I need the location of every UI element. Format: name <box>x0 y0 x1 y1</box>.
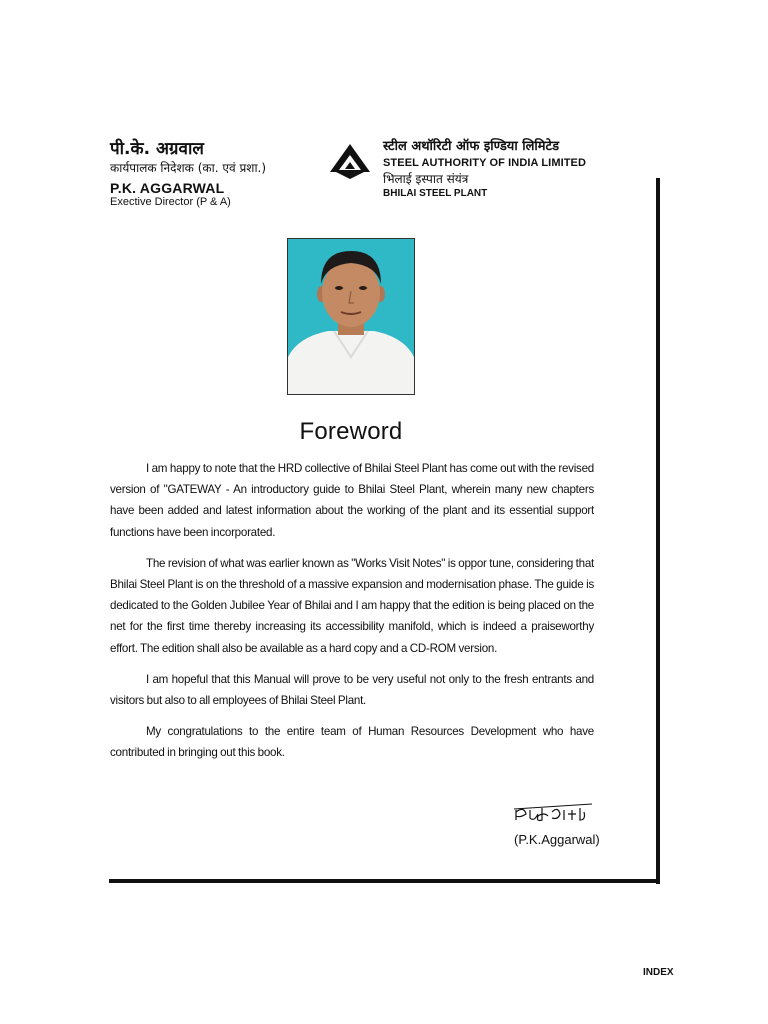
signatory-name: (P.K.Aggarwal) <box>514 832 600 847</box>
sail-logo-icon <box>328 142 372 180</box>
page-title: Foreword <box>299 418 403 445</box>
handwritten-signature <box>512 800 612 830</box>
company-name-hindi: स्टील अथॉरिटी ऑफ इण्डिया लिमिटेड <box>383 139 560 154</box>
plant-name-hindi: भिलाई इस्पात संयंत्र <box>383 172 469 186</box>
portrait-illustration <box>288 239 414 394</box>
paragraph-3: I am hopeful that this Manual will prove to be very useful not only to the fresh entrants and visitors but also to all employees of Bhilai Steel Plant. <box>110 672 594 708</box>
frame-right-rule <box>656 178 660 884</box>
plant-name: BHILAI STEEL PLANT <box>383 188 488 199</box>
frame-bottom-rule <box>109 879 660 883</box>
sender-designation: Exective Director (P & A) <box>110 196 231 208</box>
sender-designation-hindi: कार्यपालक निदेशक (का. एवं प्रशा.) <box>110 161 267 175</box>
index-link[interactable]: INDEX <box>643 967 674 978</box>
company-name: STEEL AUTHORITY OF INDIA LIMITED <box>383 157 587 169</box>
foreword-body <box>110 458 594 774</box>
paragraph-4: My congratulations to the entire team of Human Resources Development who have contributed in bringing out this book. <box>110 725 594 760</box>
sender-block <box>110 138 320 209</box>
sender-name-hindi: पी.के. अग्रवाल <box>110 139 204 159</box>
paragraph-2: The revision of what was earlier known as "Works Visit Notes" is oppor tune, considering that Bhilai Steel Plant is on the threshold of a massive expansion and modernisation phase. The guide is dedicated to the Golden Jubilee Year of Bhilai and I am happy that the edition is being placed on the net for the first time thereby increasing its accessibility manifold, which is indeed a praiseworthy effort. The edition shall also be available as a hard copy and a CD-ROM version. <box>110 556 594 655</box>
paragraph-1: I am happy to note that the HRD collective of Bhilai Steel Plant has come out with the revised version of "GATEWAY - An introductory guide to Bhilai Steel Plant, wherein many new chapters have been added and latest information about the working of the plant and its essential support functions have been incorporated. <box>110 462 594 539</box>
sender-name: P.K. AGGARWAL <box>110 180 225 196</box>
portrait-photo <box>287 238 415 395</box>
